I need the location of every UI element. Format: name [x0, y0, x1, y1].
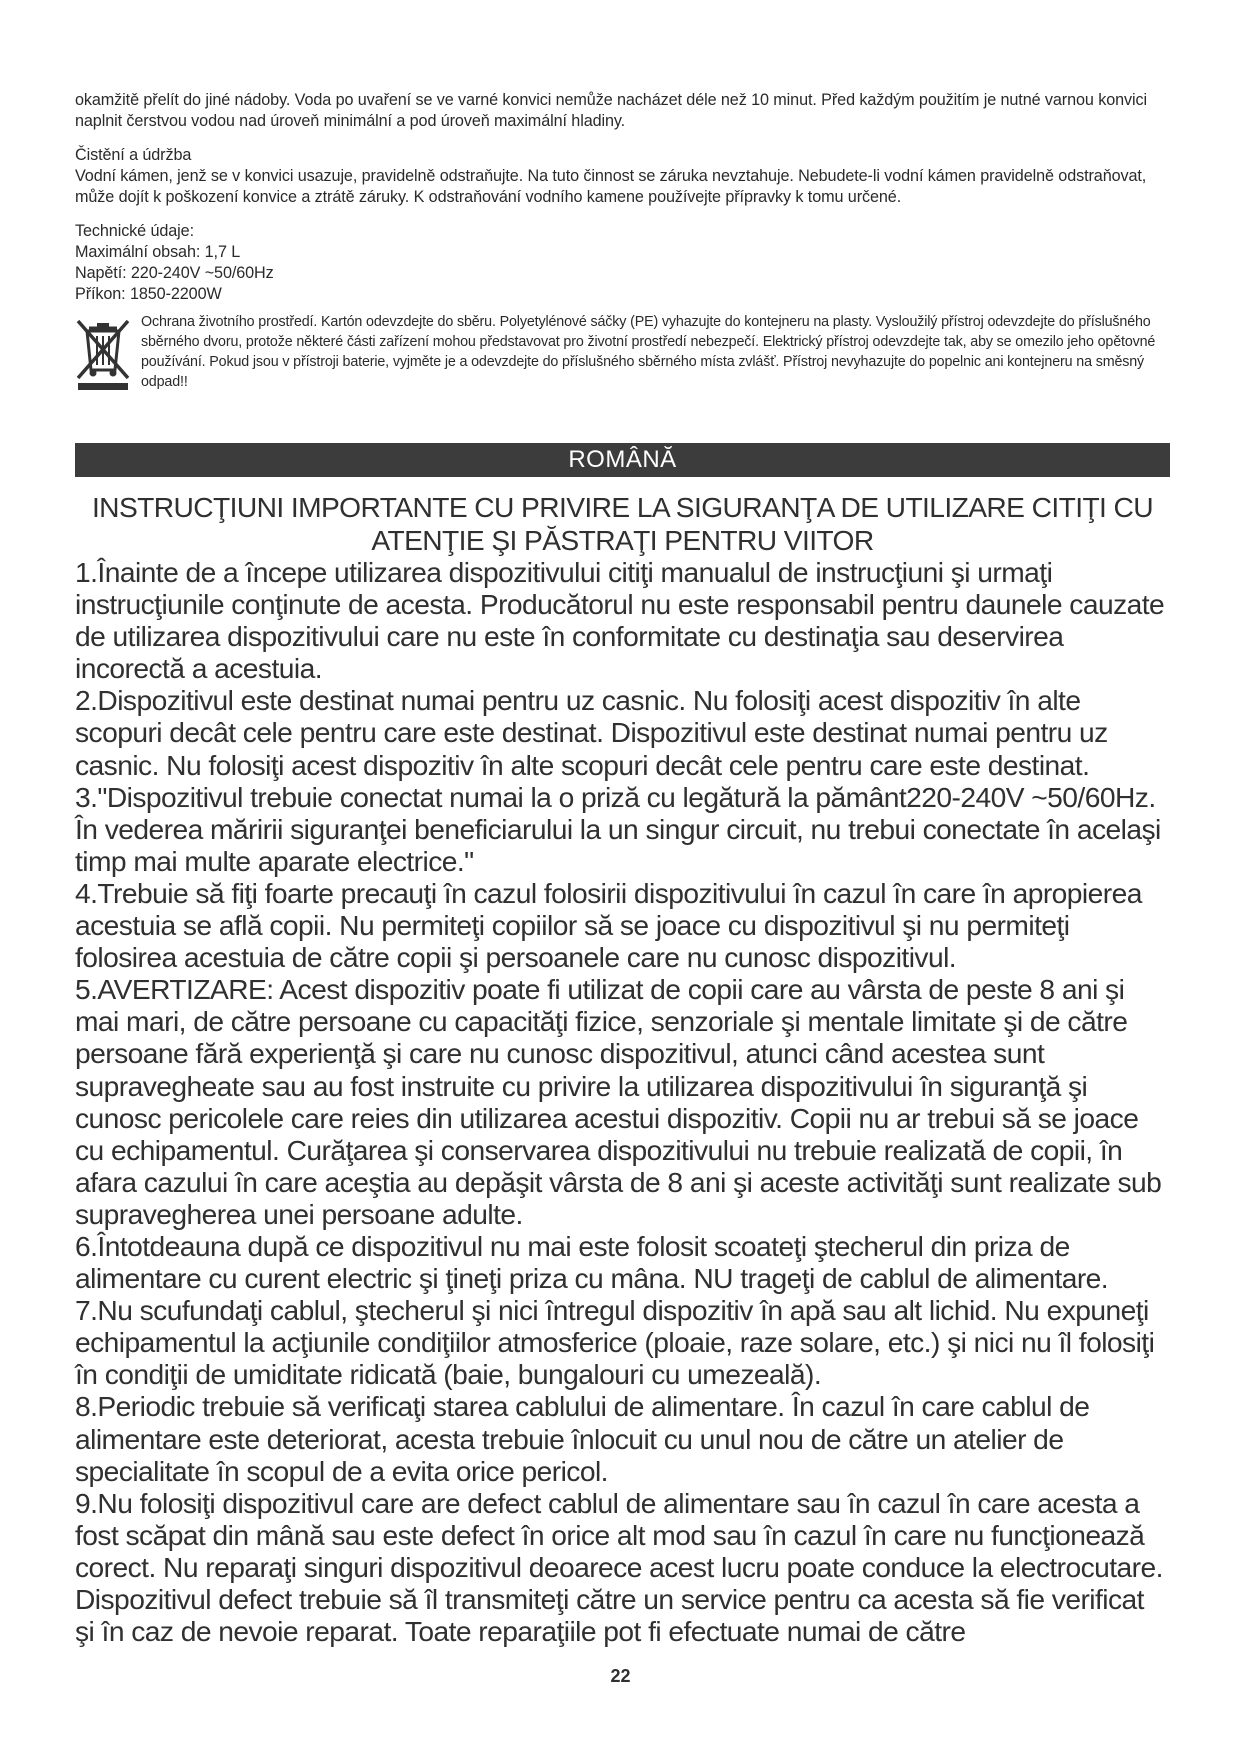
- instruction-item: 1.Înainte de a începe utilizarea dispozitivului citiţi manualul de instrucţiuni şi urmaţi instrucţiunile conţinute de acesta. Producătorul nu este responsabil pentru daunele cauzate de utilizarea dispozitivului care nu este în conformitate cu destinaţia sau deservirea incorectă a acestuia.: [75, 556, 1165, 685]
- kettle-usage-paragraph: okamžitě přelít do jiné nádoby. Voda po uvaření se ve varné konvici nemůže nacházet déle než 10 minut. Před každým použitím je nutné varnou konvici naplnit čerstvou vodou nad úroveň minimální a pod úroveň maximální hladiny.: [75, 91, 1147, 130]
- tech-spec-capacity: Maximální obsah: 1,7 L: [75, 243, 241, 261]
- safety-instructions-list: [75, 556, 1170, 1647]
- cleaning-heading: Čistění a údržba: [75, 146, 192, 164]
- safety-instructions-title: INSTRUCŢIUNI IMPORTANTE CU PRIVIRE LA SIGURANŢA DE UTILIZARE CITIŢI CU ATENŢIE ŞI PĂSTRAŢI PENTRU VIITOR: [91, 491, 1154, 556]
- instruction-item: 2.Dispozitivul este destinat numai pentru uz casnic. Nu folosiţi acest dispozitiv în alte scopuri decât cele pentru care este destinat. Dispozitivul este destinat numai pentru uz casnic. Nu folosiţi acest dispozitiv în alte scopuri decât cele pentru care este destinat.: [75, 684, 1108, 781]
- tech-spec-voltage: Napětí: 220-240V ~50/60Hz: [75, 264, 274, 282]
- instruction-item: 7.Nu scufundaţi cablul, ştecherul şi nici întregul dispozitiv în apă sau alt lichid. Nu expuneţi echipamentul la acţiunile condiţiilor atmosferice (ploaie, raze solare, etc.) şi nici nu îl folosiţi în condiţii de umiditate ridicată (baie, bungalouri cu umezeală).: [75, 1294, 1155, 1391]
- tech-spec-power: Příkon: 1850-2200W: [75, 285, 222, 303]
- czech-section: [75, 90, 1170, 392]
- page-number: 22: [610, 1666, 631, 1686]
- environment-notice-text: Ochrana životního prostředí. Kartón odevzdejte do sběru. Polyetylénové sáčky (PE) vyhazujte do kontejneru na plasty. Vysloužilý přístroj odevzdejte do příslušného sběrného dvoru, protože některé části zařízení mohou představovat pro životní prostředí nebezpečí. Elektrický přístroj odevzdejte tak, aby se omezilo jeho opětovné používání. Pokud jsou v přístroji baterie, vyjměte je a odevzdejte do příslušného sběrného místa zvlášť. Přístroj nevyhazujte do popelnic ani kontejneru na směsný odpad!!: [141, 314, 1156, 390]
- environment-notice: [75, 314, 1170, 392]
- tech-specs-heading: Technické údaje:: [75, 222, 194, 240]
- romanian-section-banner: ROMÂNĂ: [75, 443, 1170, 477]
- instruction-item: 4.Trebuie să fiţi foarte precauţi în cazul folosirii dispozitivului în cazul în care în apropierea acestuia se află copii. Nu permiteţi copiilor să se joace cu dispozitivul şi nu permiteţi folosirea acestuia de către copii şi persoanele care nu cunosc dispozitivul.: [75, 876, 1142, 974]
- instruction-item: 8.Periodic trebuie să verificaţi starea cablului de alimentare. În cazul în care cablul de alimentare este deteriorat, acesta trebuie înlocuit cu unul nou de către un atelier de specialitate în scopul de a evita orice pericol.: [75, 1390, 1090, 1487]
- instruction-item: 3."Dispozitivul trebuie conectat numai la o priză cu legătură la pământ220-240V ~50/60Hz. În vederea măririi siguranţei beneficiarului la un singur circuit, nu trebui conectate în acelaşi timp mai multe aparate electrice.": [75, 780, 1161, 877]
- crossed-out-wheelie-bin-icon: [75, 318, 131, 392]
- instruction-item: 9.Nu folosiţi dispozitivul care are defect cablul de alimentare sau în cazul în care acesta a fost scăpat din mână sau este defect în orice alt mod sau în cazul în care nu funcţionează corect. Nu reparaţi singuri dispozitivul deoarece acest lucru poate conduce la electrocutare. Dispozitivul defect trebuie să îl transmiteţi către un service pentru ca acesta să fie verificat şi în caz de nevoie reparat. Toate reparaţiile pot fi efectuate numai de către: [75, 1486, 1163, 1648]
- cleaning-paragraph: Vodní kámen, jenž se v konvici usazuje, pravidelně odstraňujte. Na tuto činnost se záruka nevztahuje. Nebudete-li vodní kámen pravidelně odstraňovat, může dojít k poškození konvice a ztrátě záruky. K odstraňování vodního kamene používejte přípravky k tomu určené.: [75, 167, 1147, 206]
- instruction-item: 5.AVERTIZARE: Acest dispozitiv poate fi utilizat de copii care au vârsta de peste 8 ani şi mai mari, de către persoane cu capacităţi fizice, senzoriale şi mentale limitate şi de către persoane fără experienţă şi care nu cunosc dispozitivul, atunci când acestea sunt supravegheate sau au fost instruite cu privire la utilizarea dispozitivului în siguranţă şi cunosc pericolele care reies din utilizarea acestui dispozitiv. Copii nu ar trebui să se joace cu echipamentul. Curăţarea şi conservarea dispozitivului nu trebuie realizată de copii, în afara cazului în care aceştia au depăşit vârsta de 8 ani şi aceste activităţi sunt realizate sub supravegherea unei persoane adulte.: [75, 973, 1162, 1230]
- instruction-item: 6.Întotdeauna după ce dispozitivul nu mai este folosit scoateţi ştecherul din priza de alimentare cu curent electric şi ţineţi priza cu mâna. NU trageţi de cablul de alimentare.: [75, 1229, 1109, 1295]
